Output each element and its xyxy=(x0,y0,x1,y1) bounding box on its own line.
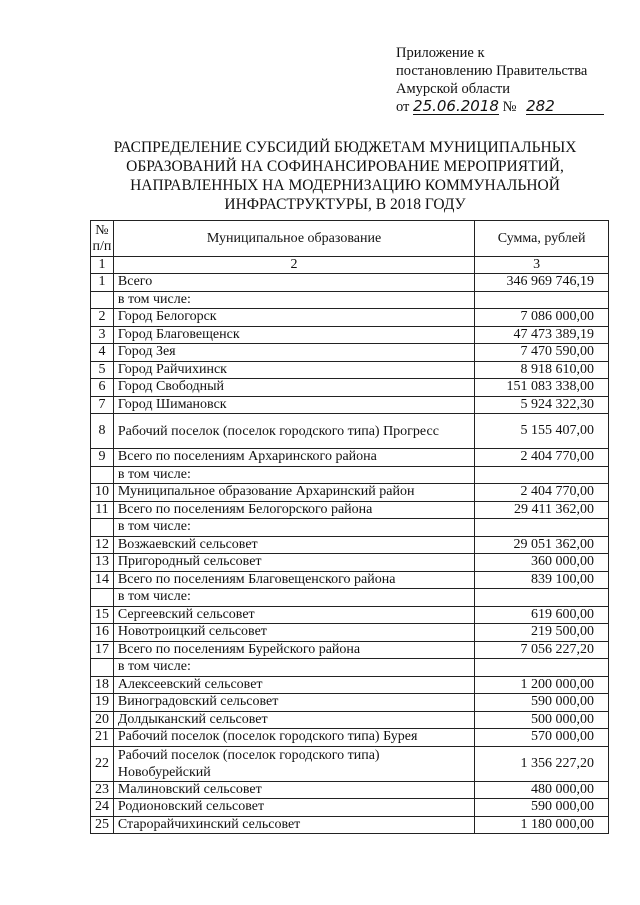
row-no: 14 xyxy=(91,571,114,589)
row-sum: 29 051 362,00 xyxy=(475,536,609,554)
row-name: Город Свободный xyxy=(113,379,474,397)
row-name: Виноградовский сельсовет xyxy=(113,694,474,712)
table-row xyxy=(91,659,609,677)
row-name: Новотроицкий сельсовет xyxy=(113,624,474,642)
row-sum: 360 000,00 xyxy=(475,554,609,572)
row-no: 1 xyxy=(91,274,114,292)
row-sum: 590 000,00 xyxy=(475,799,609,817)
table-row xyxy=(91,781,609,799)
row-no: 22 xyxy=(91,746,114,781)
table-row xyxy=(91,414,609,449)
table-row xyxy=(91,466,609,484)
row-name: Долдыканский сельсовет xyxy=(113,711,474,729)
index-name: 2 xyxy=(113,257,474,274)
row-sum: 346 969 746,19 xyxy=(475,274,609,292)
table-row xyxy=(91,379,609,397)
table-row xyxy=(91,291,609,309)
row-name: Город Белогорск xyxy=(113,309,474,327)
row-no: 23 xyxy=(91,781,114,799)
row-sum: 7 470 590,00 xyxy=(475,344,609,362)
row-no: 9 xyxy=(91,449,114,467)
appendix-line-1: Приложение к xyxy=(396,45,485,61)
table-row xyxy=(91,309,609,327)
appendix-block xyxy=(396,44,626,116)
table-row xyxy=(91,484,609,502)
row-no: 19 xyxy=(91,694,114,712)
row-no: 18 xyxy=(91,676,114,694)
row-name: Старорайчихинский сельсовет xyxy=(113,816,474,834)
table-row xyxy=(91,589,609,607)
table-row xyxy=(91,501,609,519)
row-name: Рабочий поселок (поселок городского типа) Новобурейский xyxy=(113,746,474,781)
table-row xyxy=(91,641,609,659)
row-no: 24 xyxy=(91,799,114,817)
row-no: 15 xyxy=(91,606,114,624)
row-name: Город Шимановск xyxy=(113,396,474,414)
row-no: 7 xyxy=(91,396,114,414)
row-name: в том числе: xyxy=(113,589,474,607)
row-no: 17 xyxy=(91,641,114,659)
table-row xyxy=(91,344,609,362)
appendix-date-line xyxy=(396,98,626,116)
table-row xyxy=(91,361,609,379)
row-name: Город Благовещенск xyxy=(113,326,474,344)
row-sum: 1 180 000,00 xyxy=(475,816,609,834)
appendix-line-2: постановлению Правительства xyxy=(396,63,588,79)
row-name: Всего xyxy=(113,274,474,292)
row-sum xyxy=(475,466,609,484)
table-row xyxy=(91,606,609,624)
row-no: 4 xyxy=(91,344,114,362)
row-name: Малиновский сельсовет xyxy=(113,781,474,799)
row-name: Рабочий поселок (поселок городского типа) Бурея xyxy=(113,729,474,747)
table-row xyxy=(91,554,609,572)
table-row xyxy=(91,536,609,554)
row-sum: 619 600,00 xyxy=(475,606,609,624)
row-sum: 2 404 770,00 xyxy=(475,449,609,467)
row-sum: 29 411 362,00 xyxy=(475,501,609,519)
row-sum: 151 083 338,00 xyxy=(475,379,609,397)
table-row xyxy=(91,326,609,344)
row-sum: 839 100,00 xyxy=(475,571,609,589)
row-no: 20 xyxy=(91,711,114,729)
row-no xyxy=(91,589,114,607)
table-row xyxy=(91,274,609,292)
row-name: Всего по поселениям Благовещенского района xyxy=(113,571,474,589)
table-index-row xyxy=(91,257,609,274)
header-name: Муниципальное образование xyxy=(113,221,474,257)
table-row xyxy=(91,694,609,712)
row-no: 25 xyxy=(91,816,114,834)
index-no: 1 xyxy=(91,257,114,274)
handwritten-date: 25.06.2018 xyxy=(413,97,499,115)
row-no: 11 xyxy=(91,501,114,519)
row-no: 6 xyxy=(91,379,114,397)
from-label: от xyxy=(396,99,410,115)
table-row xyxy=(91,571,609,589)
row-name: Город Зея xyxy=(113,344,474,362)
row-name: Возжаевский сельсовет xyxy=(113,536,474,554)
row-name: Родионовский сельсовет xyxy=(113,799,474,817)
row-name: Город Райчихинск xyxy=(113,361,474,379)
row-sum: 1 200 000,00 xyxy=(475,676,609,694)
table-row xyxy=(91,676,609,694)
table-body xyxy=(91,274,609,834)
row-no: 8 xyxy=(91,414,114,449)
table-row xyxy=(91,711,609,729)
row-name: в том числе: xyxy=(113,291,474,309)
table-header-row xyxy=(91,221,609,257)
table-row xyxy=(91,746,609,781)
row-no xyxy=(91,659,114,677)
table-row xyxy=(91,624,609,642)
row-name: в том числе: xyxy=(113,519,474,537)
header-no: № п/п xyxy=(91,221,114,257)
document-title: РАСПРЕДЕЛЕНИЕ СУБСИДИЙ БЮДЖЕТАМ МУНИЦИПАЛЬНЫХ ОБРАЗОВАНИЙ НА СОФИНАНСИРОВАНИЕ МЕРОПРИЯТИЙ, НАПРАВЛЕННЫХ НА МОДЕРНИЗАЦИЮ КОММУНАЛЬНОЙ ИНФРАСТРУКТУРЫ, В 2018 ГОДУ xyxy=(113,139,577,213)
scan-artifact xyxy=(572,870,612,890)
row-no xyxy=(91,291,114,309)
table-row xyxy=(91,816,609,834)
row-no: 10 xyxy=(91,484,114,502)
row-sum xyxy=(475,659,609,677)
table-row xyxy=(91,799,609,817)
row-no: 12 xyxy=(91,536,114,554)
table-row xyxy=(91,396,609,414)
row-sum: 219 500,00 xyxy=(475,624,609,642)
row-sum: 1 356 227,20 xyxy=(475,746,609,781)
table-row xyxy=(91,729,609,747)
row-sum: 5 924 322,30 xyxy=(475,396,609,414)
row-name: в том числе: xyxy=(113,659,474,677)
row-sum: 2 404 770,00 xyxy=(475,484,609,502)
row-name: Муниципальное образование Архаринский район xyxy=(113,484,474,502)
index-sum: 3 xyxy=(475,257,609,274)
row-name: Алексеевский сельсовет xyxy=(113,676,474,694)
row-sum: 480 000,00 xyxy=(475,781,609,799)
row-no: 5 xyxy=(91,361,114,379)
row-sum: 570 000,00 xyxy=(475,729,609,747)
row-sum xyxy=(475,519,609,537)
table-row xyxy=(91,449,609,467)
row-no xyxy=(91,519,114,537)
row-name: Пригородный сельсовет xyxy=(113,554,474,572)
row-name: Всего по поселениям Бурейского района xyxy=(113,641,474,659)
row-name: в том числе: xyxy=(113,466,474,484)
appendix-line-3: Амурской области xyxy=(396,81,510,97)
row-sum: 47 473 389,19 xyxy=(475,326,609,344)
handwritten-number: 282 xyxy=(526,99,604,115)
row-name: Рабочий поселок (поселок городского типа) Прогресс xyxy=(113,414,474,449)
header-sum: Сумма, рублей xyxy=(475,221,609,257)
row-no: 13 xyxy=(91,554,114,572)
row-no: 3 xyxy=(91,326,114,344)
row-no: 21 xyxy=(91,729,114,747)
table-row xyxy=(91,519,609,537)
row-sum xyxy=(475,589,609,607)
row-no xyxy=(91,466,114,484)
row-name: Всего по поселениям Белогорского района xyxy=(113,501,474,519)
row-sum: 5 155 407,00 xyxy=(475,414,609,449)
row-sum: 590 000,00 xyxy=(475,694,609,712)
row-sum: 7 056 227,20 xyxy=(475,641,609,659)
row-no: 2 xyxy=(91,309,114,327)
subsidy-table xyxy=(90,220,609,834)
row-name: Всего по поселениям Архаринского района xyxy=(113,449,474,467)
row-sum xyxy=(475,291,609,309)
row-sum: 7 086 000,00 xyxy=(475,309,609,327)
row-sum: 500 000,00 xyxy=(475,711,609,729)
row-sum: 8 918 610,00 xyxy=(475,361,609,379)
row-name: Сергеевский сельсовет xyxy=(113,606,474,624)
row-no: 16 xyxy=(91,624,114,642)
number-label: № xyxy=(502,99,517,115)
